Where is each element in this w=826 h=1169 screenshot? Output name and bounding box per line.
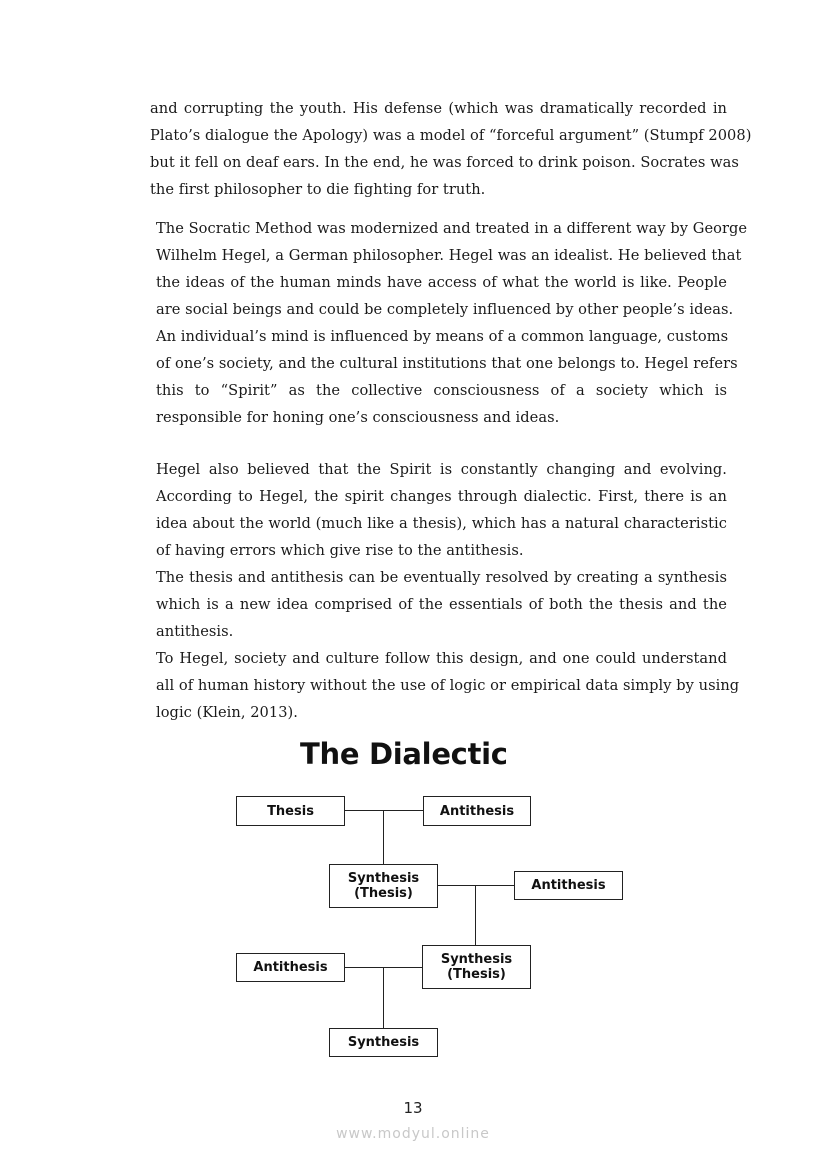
text-line: this to “Spirit” as the collective consciousness of a society which is	[156, 382, 727, 399]
text-line: logic (Klein, 2013).	[156, 704, 298, 721]
text-line: but it fell on deaf ears. In the end, he was forced to drink poison. Socrates was	[150, 154, 739, 171]
antithesis-box-1	[423, 796, 531, 826]
thesis-sublabel: (Thesis)	[447, 967, 506, 982]
text-line: Plato’s dialogue the Apology) was a model of “forceful argument” (Stumpf 2008)	[150, 127, 752, 144]
text-line: antithesis.	[156, 623, 234, 640]
text-line: of having errors which give rise to the antithesis.	[156, 542, 524, 559]
antithesis-box-2	[514, 871, 623, 900]
connector-line	[438, 885, 514, 886]
text-line: are social beings and could be completely influenced by other people’s ideas.	[156, 301, 734, 318]
text-line: idea about the world (much like a thesis), which has a natural characteristic	[156, 515, 727, 532]
antithesis-label: Antithesis	[531, 878, 606, 893]
paragraph-hegel-intro	[156, 215, 748, 431]
text-line: The Socratic Method was modernized and treated in a different way by George	[156, 220, 748, 237]
watermark: www.modyul.online	[336, 1126, 490, 1142]
synthesis-label: Synthesis	[440, 952, 513, 967]
antithesis-box-3	[236, 953, 345, 982]
text-line: all of human history without the use of logic or empirical data simply by using	[156, 677, 740, 694]
synthesis-thesis-box-1	[329, 864, 438, 908]
text-line: the ideas of the human minds have access of what the world is like. People	[156, 274, 727, 291]
text-line: which is a new idea comprised of the essentials of both the thesis and the	[156, 596, 727, 613]
text-line: and corrupting the youth. His defense (which was dramatically recorded in	[150, 100, 727, 117]
thesis-sublabel: (Thesis)	[354, 886, 413, 901]
text-line: responsible for honing one’s consciousness and ideas.	[156, 409, 560, 426]
connector-line	[383, 967, 384, 1028]
paragraph-hegel-dialectic	[156, 456, 740, 726]
antithesis-label: Antithesis	[439, 803, 515, 819]
text-line: An individual’s mind is influenced by means of a common language, customs	[156, 328, 729, 345]
page-number: 13	[403, 1099, 423, 1117]
text-line: The thesis and antithesis can be eventually resolved by creating a synthesis	[156, 569, 727, 586]
text-line: Hegel also believed that the Spirit is constantly changing and evolving.	[156, 461, 727, 478]
synthesis-label: Synthesis	[347, 871, 420, 886]
connector-line	[383, 810, 384, 864]
synthesis-label: Synthesis	[347, 1035, 420, 1050]
connector-line	[345, 810, 423, 811]
text-line: Wilhelm Hegel, a German philosopher. Hegel was an idealist. He believed that	[156, 247, 742, 264]
connector-line	[475, 885, 476, 945]
text-line: the first philosopher to die fighting for truth.	[150, 181, 486, 198]
thesis-label: Thesis	[267, 803, 314, 819]
text-line: According to Hegel, the spirit changes through dialectic. First, there is an	[156, 488, 727, 505]
text-line: To Hegel, society and culture follow this design, and one could understand	[156, 650, 727, 667]
paragraph-socrates	[150, 95, 752, 203]
antithesis-label: Antithesis	[253, 960, 328, 975]
text-line: of one’s society, and the cultural institutions that one belongs to. Hegel refers	[156, 355, 738, 372]
synthesis-thesis-box-2	[422, 945, 531, 989]
thesis-box	[236, 796, 345, 826]
diagram-title: The Dialectic	[300, 737, 508, 771]
synthesis-final-box	[329, 1028, 438, 1057]
